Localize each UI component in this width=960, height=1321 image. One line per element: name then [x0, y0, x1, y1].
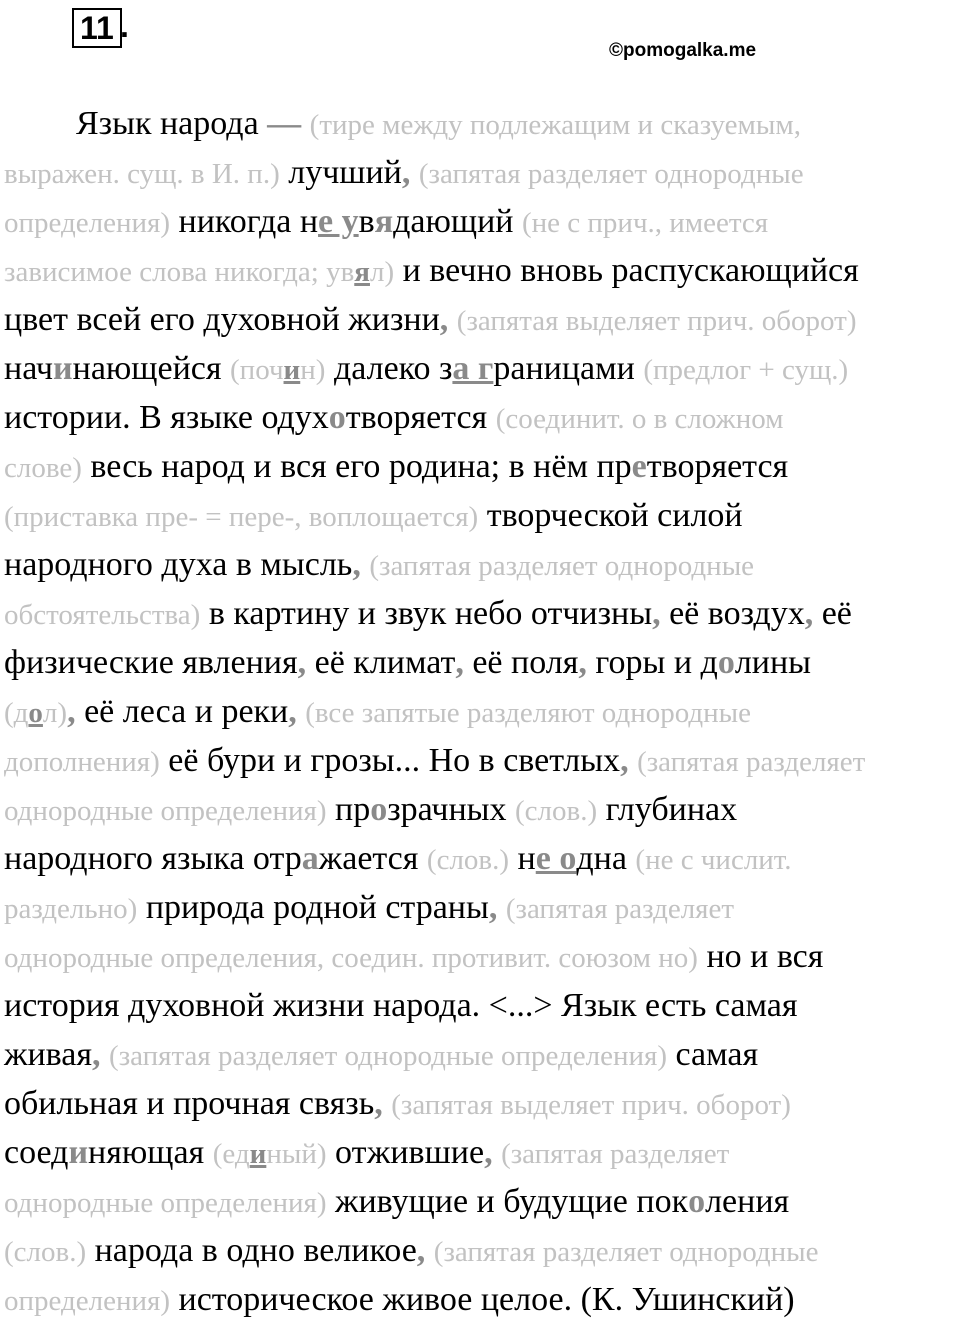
- text-segment: [629, 742, 638, 779]
- text-segment: в картину и звук небо отчизны: [200, 595, 653, 632]
- comment-segment: обстоятельства): [4, 599, 201, 631]
- comment-segment: (запятая выделяет прич. оборот): [456, 305, 857, 337]
- text-segment: весь народ и вся его родина; в нём пр: [81, 448, 632, 485]
- comment-segment: зависимое слова никогда; ув: [4, 256, 355, 288]
- comment-segment: л): [369, 256, 395, 288]
- comment-segment: определения): [4, 1285, 171, 1317]
- highlighted-letter: ,: [620, 742, 629, 779]
- comment-highlighted-letter: и: [283, 354, 301, 386]
- text-segment: цвет всей его духовной жизни: [4, 301, 440, 338]
- highlighted-letter: я: [374, 203, 394, 240]
- text-segment: творяется: [646, 448, 789, 485]
- text-line: [4, 349, 848, 390]
- text-segment: дна: [576, 840, 636, 877]
- highlighted-letter: ,: [578, 644, 587, 681]
- comment-segment: (запятая разделяет: [637, 746, 866, 778]
- text-line: [4, 1035, 758, 1076]
- comment-segment: однородные определения, соедин. противит. союзом но): [4, 942, 698, 974]
- task-number-dot: .: [120, 8, 129, 44]
- text-line: [4, 1084, 791, 1125]
- text-segment: горы и д: [586, 644, 718, 681]
- text-segment: нач: [4, 350, 54, 387]
- comment-segment: выражен. сущ. в И. п.): [4, 158, 280, 190]
- text-line: [4, 153, 804, 194]
- comment-segment: (запятая разделяет однородные: [369, 550, 755, 582]
- comment-segment: дополнения): [4, 746, 160, 778]
- text-segment: её климат: [306, 644, 456, 681]
- text-segment: [301, 105, 310, 142]
- highlighted-letter: ,: [488, 889, 498, 926]
- comment-segment: (запятая разделяет: [501, 1138, 730, 1170]
- text-segment: истории. В языке одух: [4, 399, 329, 436]
- comment-segment: (слов.): [4, 1236, 87, 1268]
- text-line: [4, 1133, 729, 1174]
- text-segment: физические явления: [4, 644, 298, 681]
- task-number-box: 11: [72, 8, 122, 48]
- text-segment: [425, 1232, 434, 1269]
- text-segment: её поля: [463, 644, 579, 681]
- text-segment: но и вся: [697, 938, 824, 975]
- text-line: [4, 790, 737, 831]
- comment-segment: однородные определения): [4, 795, 327, 827]
- text-line: [4, 1182, 789, 1223]
- comment-highlighted-letter: о: [28, 697, 43, 729]
- text-segment: [493, 1134, 502, 1171]
- text-segment: народа в одно великое: [86, 1232, 417, 1269]
- text-segment: Язык народа: [76, 105, 268, 142]
- comment-segment: (соединит. о в сложном: [495, 403, 784, 435]
- text-segment: [297, 693, 306, 730]
- text-segment: её леса и реки: [75, 693, 289, 730]
- text-segment: живая: [4, 1036, 93, 1073]
- text-line: [76, 104, 801, 145]
- highlighted-letter: ,: [401, 154, 411, 191]
- highlighted-letter: ,: [352, 546, 361, 583]
- text-line: [4, 741, 865, 782]
- text-segment: никогда н: [170, 203, 319, 240]
- highlighted-underlined-letters: е у: [318, 203, 359, 240]
- text-segment: глубинах: [597, 791, 738, 828]
- text-segment: [101, 1036, 110, 1073]
- comment-segment: (предлог + сущ.): [643, 354, 849, 386]
- text-segment: природа родной страны: [137, 889, 489, 926]
- comment-segment: (запятая разделяет: [505, 893, 735, 925]
- text-segment: историческое живое целое. (К. Ушинский): [170, 1281, 795, 1318]
- comment-segment: раздельно): [4, 893, 138, 925]
- highlighted-letter: ,: [92, 1036, 101, 1073]
- comment-segment: ный): [266, 1138, 327, 1170]
- text-line: [4, 496, 743, 537]
- text-segment: н: [509, 840, 536, 877]
- comment-segment: (не с числит.: [635, 844, 792, 876]
- text-line: [4, 594, 852, 635]
- text-line: [4, 447, 788, 488]
- highlighted-letter: о: [688, 1183, 706, 1220]
- text-segment: соед: [4, 1134, 69, 1171]
- highlighted-letter: ,: [804, 595, 814, 632]
- highlighted-letter: ,: [374, 1085, 383, 1122]
- comment-segment: (слов.): [515, 795, 598, 827]
- text-segment: лучший: [279, 154, 402, 191]
- text-segment: её воздух: [660, 595, 805, 632]
- text-line: [4, 692, 751, 733]
- highlighted-underlined-letters: а г: [452, 350, 494, 387]
- text-segment: зрачных: [387, 791, 516, 828]
- highlighted-letter: —: [267, 105, 302, 142]
- text-segment: и вечно вновь распускающийся: [394, 252, 859, 289]
- highlighted-letter: е: [631, 448, 647, 485]
- text-line: [4, 398, 784, 439]
- highlighted-letter: о: [328, 399, 346, 436]
- highlighted-letter: ,: [67, 693, 76, 730]
- highlighted-letter: ,: [439, 301, 449, 338]
- text-segment: отжившие: [326, 1134, 485, 1171]
- text-segment: дающий: [393, 203, 522, 240]
- highlighted-letter: ,: [297, 644, 307, 681]
- highlighted-letter: а: [301, 840, 319, 877]
- highlighted-letter: о: [370, 791, 388, 828]
- text-line: [4, 937, 823, 978]
- comment-segment: н): [300, 354, 326, 386]
- text-segment: [497, 889, 506, 926]
- highlighted-letter: ,: [288, 693, 297, 730]
- text-segment: творяется: [345, 399, 496, 436]
- comment-segment: слове): [4, 452, 82, 484]
- highlighted-letter: и: [68, 1134, 89, 1171]
- text-segment: пр: [326, 791, 371, 828]
- text-segment: [383, 1085, 392, 1122]
- text-segment: [410, 154, 419, 191]
- comment-segment: (все запятые разделяют однородные: [305, 697, 752, 729]
- text-segment: няющая: [88, 1134, 213, 1171]
- text-line: [4, 545, 754, 586]
- highlighted-letter: ,: [652, 595, 661, 632]
- comment-segment: (запятая разделяет однородные определения): [109, 1040, 668, 1072]
- text-line: [4, 1280, 795, 1321]
- text-segment: раницами: [493, 350, 644, 387]
- text-segment: в: [358, 203, 375, 240]
- text-line: [4, 251, 859, 292]
- comment-highlighted-letter: и: [249, 1138, 267, 1170]
- comment-segment: (тире между подлежащим и сказуемым,: [309, 109, 801, 141]
- text-segment: живущие и будущие пок: [326, 1183, 689, 1220]
- comment-segment: (поч: [230, 354, 284, 386]
- text-segment: история духовной жизни народа. <...> Язык есть самая: [4, 987, 798, 1024]
- comment-segment: однородные определения): [4, 1187, 327, 1219]
- comment-highlighted-letter: я: [354, 256, 370, 288]
- comment-segment: л): [42, 697, 68, 729]
- comment-segment: (запятая разделяет однородные: [433, 1236, 819, 1268]
- comment-segment: (запятая выделяет прич. оборот): [391, 1089, 791, 1121]
- highlighted-letter: ,: [455, 644, 464, 681]
- comment-segment: (д: [4, 697, 29, 729]
- comment-segment: (ед: [212, 1138, 250, 1170]
- text-segment: лины: [734, 644, 812, 681]
- text-segment: далеко з: [325, 350, 453, 387]
- text-line: [4, 300, 856, 341]
- text-segment: ления: [705, 1183, 790, 1220]
- text-segment: нающейся: [72, 350, 231, 387]
- comment-segment: (не с прич., имеется: [521, 207, 769, 239]
- text-segment: обильная и прочная связь: [4, 1085, 375, 1122]
- text-segment: самая: [667, 1036, 759, 1073]
- text-line: [4, 888, 734, 929]
- text-segment: народного языка отр: [4, 840, 302, 877]
- text-line: [4, 1231, 819, 1272]
- highlighted-letter: ,: [484, 1134, 493, 1171]
- comment-segment: (запятая разделяет однородные: [418, 158, 804, 190]
- highlighted-letter: и: [53, 350, 73, 387]
- comment-segment: (слов.): [426, 844, 510, 876]
- text-line: [4, 986, 798, 1026]
- text-segment: жается: [318, 840, 427, 877]
- text-segment: народного духа в мысль: [4, 546, 353, 583]
- text-segment: [448, 301, 457, 338]
- highlighted-letter: ,: [416, 1232, 426, 1269]
- highlighted-letter: о: [717, 644, 735, 681]
- text-segment: её бури и грозы... Но в светлых: [159, 742, 621, 779]
- text-line: [4, 643, 811, 683]
- highlighted-underlined-letters: е о: [535, 840, 577, 877]
- comment-segment: (приставка пре- = пере-, воплощается): [4, 501, 479, 533]
- text-segment: творческой силой: [478, 497, 743, 534]
- watermark: ©pomogalka.me: [609, 40, 757, 61]
- text-segment: её: [813, 595, 852, 632]
- text-line: [4, 202, 768, 243]
- text-line: [4, 839, 792, 880]
- comment-segment: определения): [4, 207, 171, 239]
